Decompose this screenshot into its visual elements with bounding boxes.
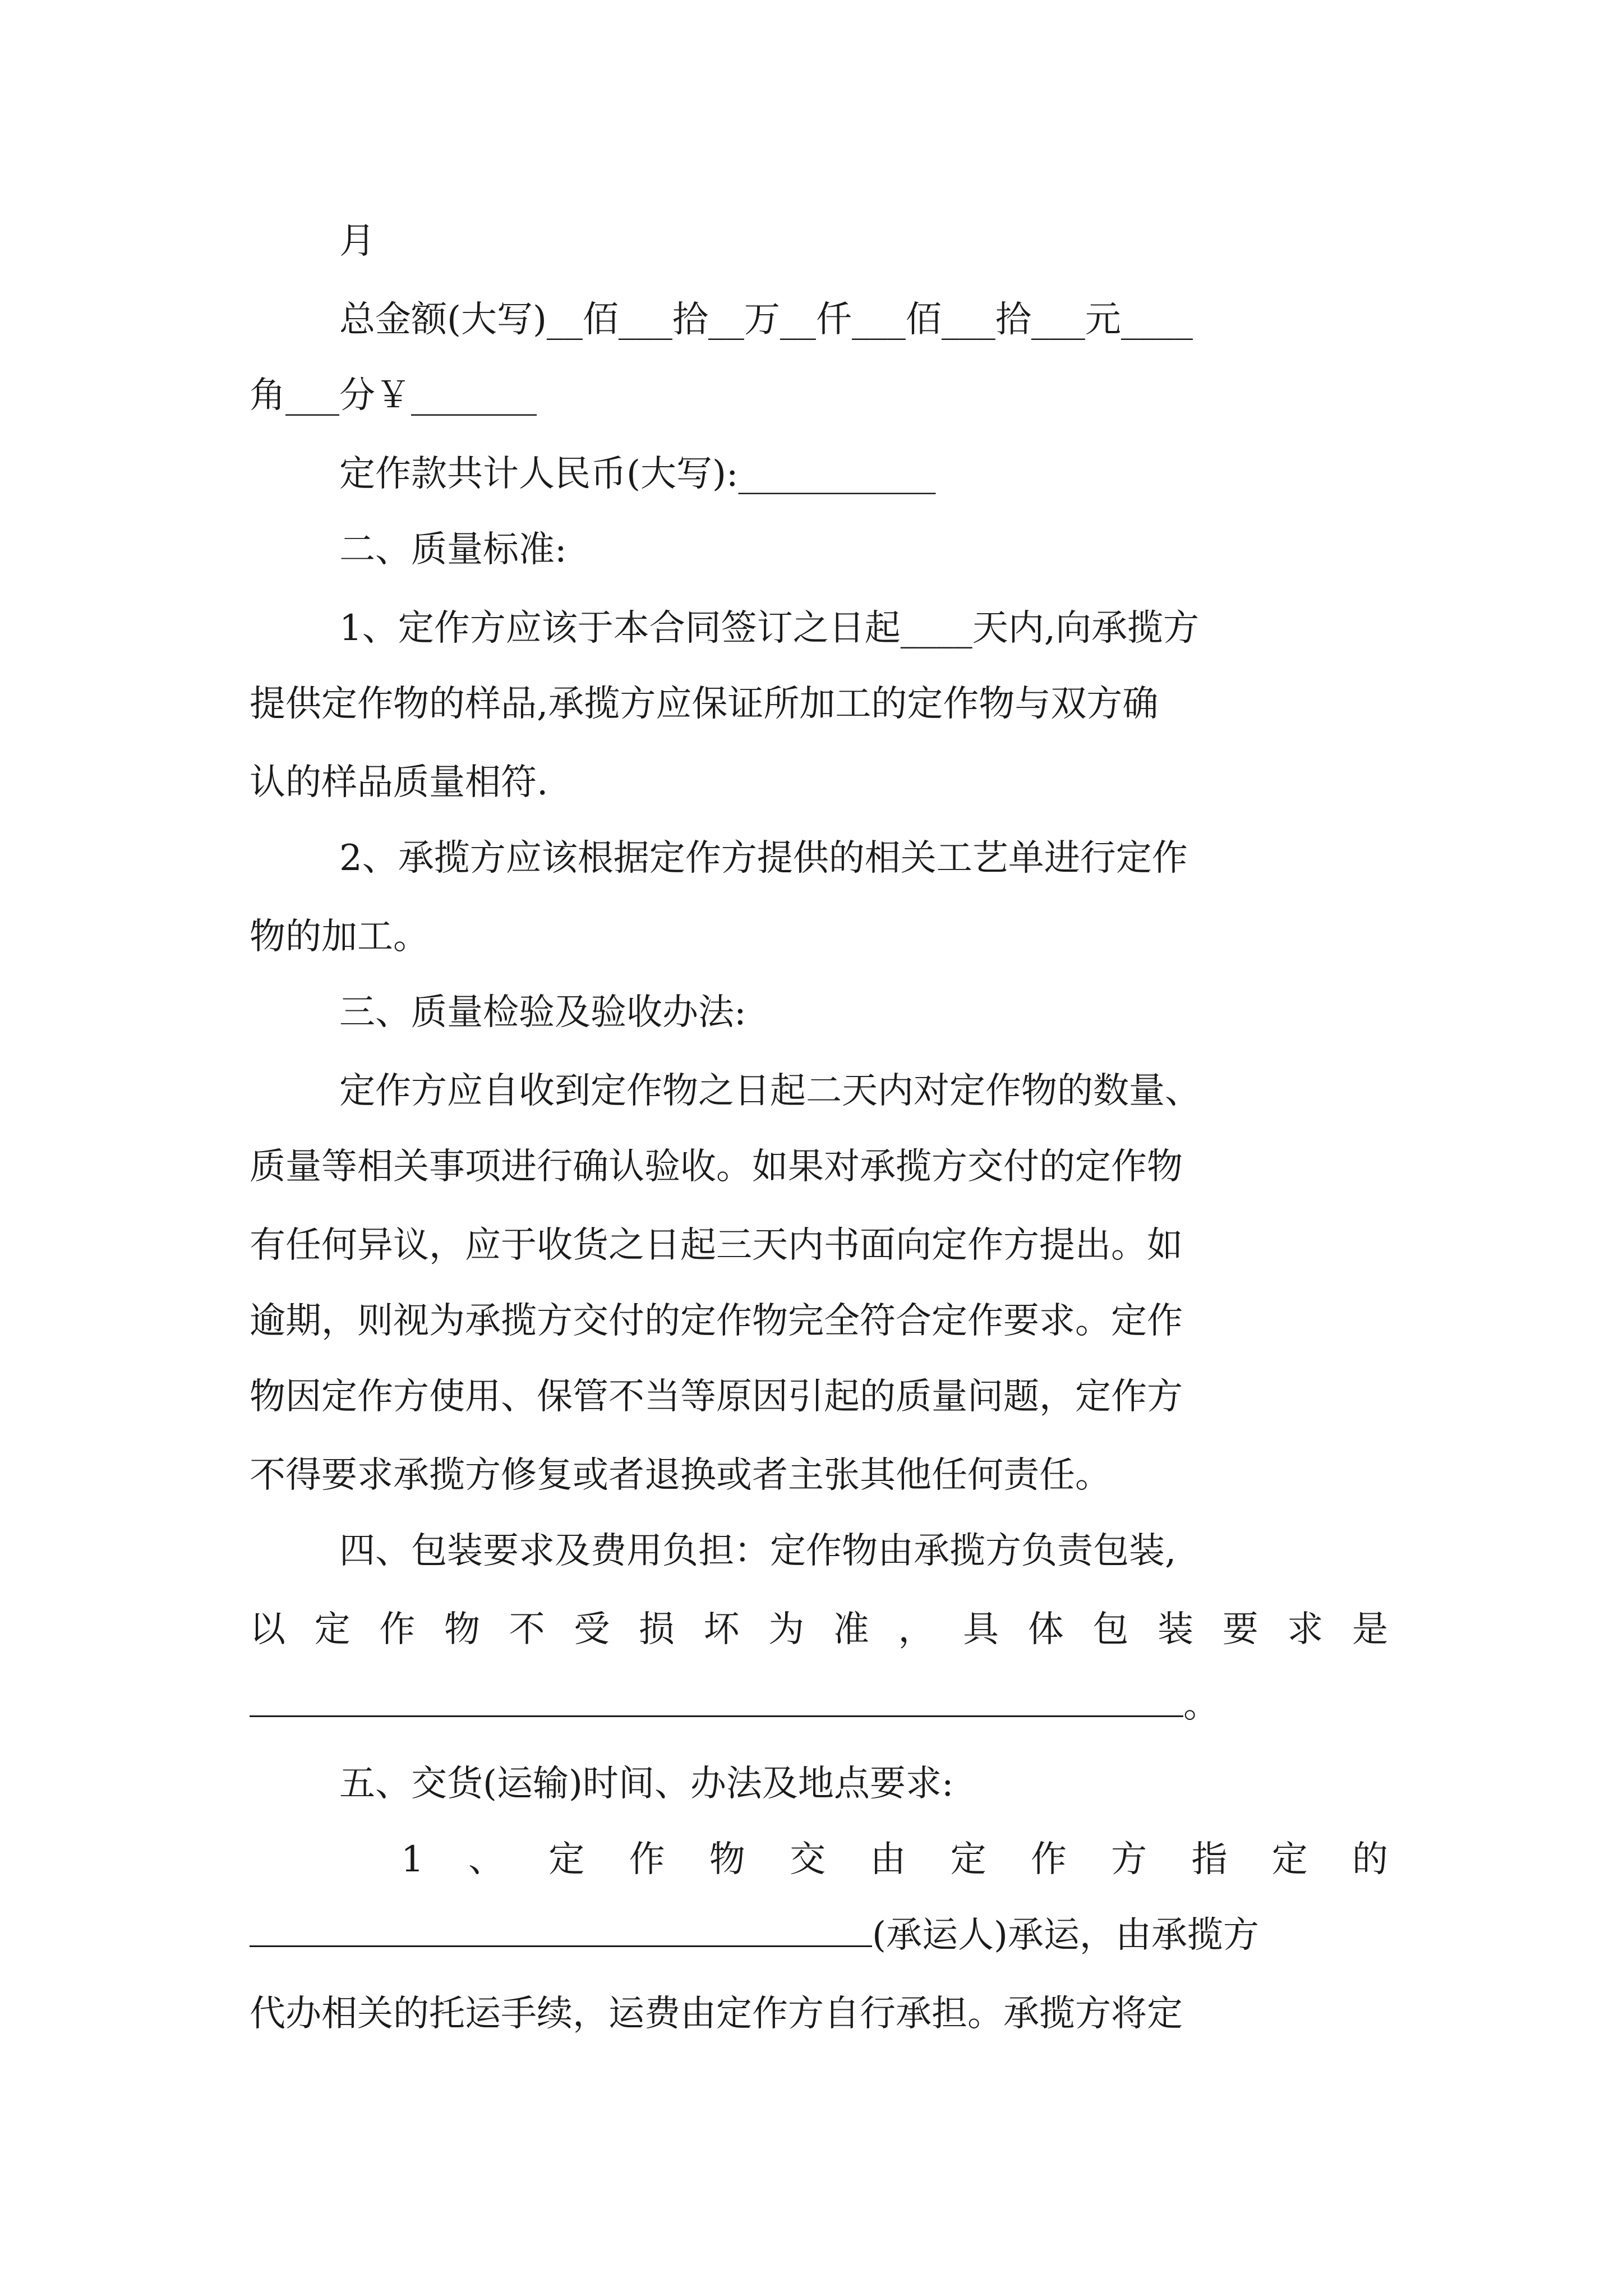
text-line-rmb-total: 定作款共计人民币(大写):___________ [339,453,936,495]
text-line: 不得要求承揽方修复或者退换或者主张其他任何责任。 [250,1455,1111,1496]
text-line: 提供定作物的样品,承揽方应保证所加工的定作物与双方确 [250,683,1159,725]
period-mark: 。 [1183,1685,1219,1726]
text-line: 认的样品质量相符. [250,762,548,803]
text-line: 1、定作物交由定作方指定的 [401,1839,1388,1880]
text-line-month: 月 [339,220,375,262]
text-line: 逾期，则视为承揽方交付的定作物完全符合定作要求。定作 [250,1300,1183,1342]
text-line: 代办相关的托运手续，运费由定作方自行承担。承揽方将定 [250,1993,1183,2035]
text-line: 定作方应自收到定作物之日起二天内对定作物的数量、 [339,1070,1201,1112]
section-heading-quality-standard: 二、质量标准: [339,529,567,570]
text-line: 2、承揽方应该根据定作方提供的相关工艺单进行定作 [339,838,1188,879]
section-heading-packaging: 四、包装要求及费用负担：定作物由承揽方负责包装, [339,1530,1177,1572]
text-line: 质量等相关事项进行确认验收。如果对承揽方交付的定作物 [250,1146,1183,1188]
text-line: 以定作物不受损坏为准，具体包装要求是 [250,1609,1388,1650]
text-line: 物因定作方使用、保管不当等原因引起的质量问题，定作方 [250,1376,1183,1418]
fill-blank [250,1684,1183,1717]
carrier-text: (承运人)承运，由承揽方 [872,1915,1259,1956]
section-heading-inspection: 三、质量检验及验收办法: [339,992,746,1033]
text-line: 有任何异议，应于收货之日起三天内书面向定作方提出。如 [250,1225,1183,1266]
fill-blank [250,1914,872,1947]
text-line: 1、定作方应该于本合同签订之日起____天内,向承揽方 [339,608,1200,649]
text-line-jiao-fen: 角___分￥_______ [250,375,537,416]
section-heading-delivery: 五、交货(运输)时间、办法及地点要求: [339,1763,954,1805]
text-line-packaging-blank [250,1680,1388,1731]
text-line-carrier [250,1910,1388,1961]
text-line-total-amount: 总金额(大写)__佰___拾__万__仟___佰___拾___元____ [339,299,1193,341]
text-line: 物的加工。 [250,916,429,958]
